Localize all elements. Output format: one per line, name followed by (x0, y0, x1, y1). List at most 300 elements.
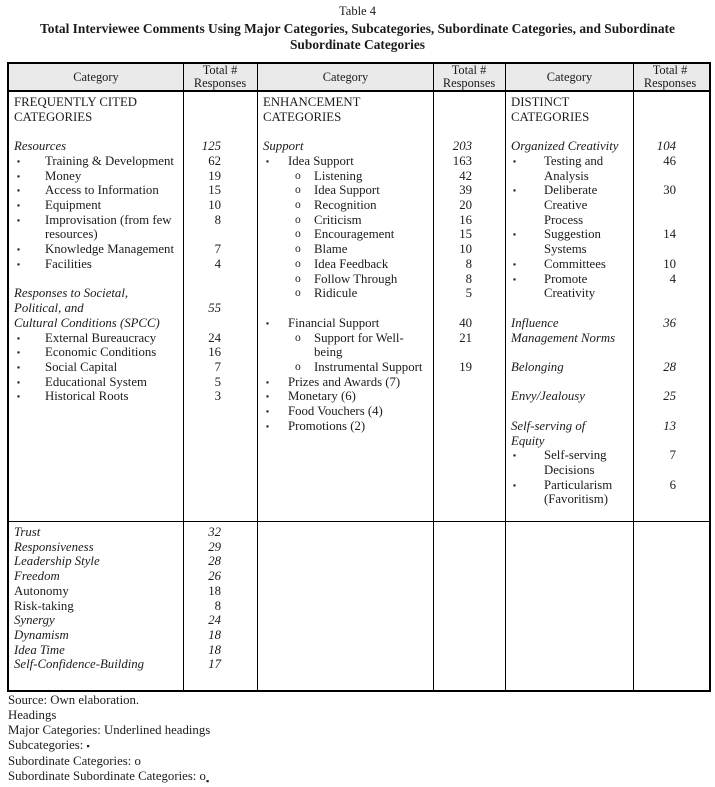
table-row (258, 139, 505, 154)
responses-value: 16 (459, 212, 472, 227)
category-label: Blame (314, 242, 348, 257)
responses-value (633, 345, 707, 360)
header-responses-2 (433, 64, 505, 90)
category-label: Suggestion (544, 227, 601, 242)
spacer-row (9, 124, 257, 139)
table-row (258, 360, 505, 375)
spacer-row (506, 301, 707, 316)
table-row (258, 198, 505, 213)
table-row (9, 301, 257, 316)
category-cell (9, 213, 183, 228)
square-bullet-icon: ▪ (513, 479, 517, 490)
category-label: Support for Well- (314, 330, 404, 345)
title-block (0, 0, 715, 53)
table-row (258, 95, 505, 110)
category-label: Organized Creativity (511, 139, 619, 154)
footnote-text: Headings (8, 708, 57, 722)
responses-value (433, 301, 505, 316)
responses-value: 24 (208, 613, 221, 628)
responses-value: 24 (208, 330, 221, 345)
spacer-row (506, 124, 707, 139)
responses-value: 8 (465, 271, 472, 286)
responses-value (633, 110, 707, 125)
column-divider (183, 64, 184, 90)
responses-value: 13 (663, 418, 676, 433)
category-label: Trust (14, 525, 41, 539)
responses-value: 8 (465, 256, 472, 271)
category-cell (9, 657, 183, 672)
responses-value (633, 95, 707, 110)
category-cell (258, 169, 433, 184)
category-label: Committees (544, 256, 606, 271)
square-bullet-icon: ▪ (17, 155, 21, 166)
table-row (258, 257, 505, 272)
category-label: Cultural Conditions (SPCC) (14, 315, 160, 330)
responses-value (433, 419, 505, 434)
square-bullet-icon: ▪ (17, 185, 21, 196)
category-label: Encouragement (314, 227, 395, 242)
table-row (9, 599, 257, 614)
table-title-line1: Total Interviewee Comments Using Major Categories, Subcategories, Subordinate Categories, and Subordinate (40, 21, 675, 36)
category-cell (506, 154, 633, 169)
column-divider (433, 64, 434, 90)
responses-value: 30 (663, 183, 676, 198)
category-label: Process (544, 212, 584, 227)
table-row (258, 183, 505, 198)
responses-value (183, 124, 257, 139)
category-cell (506, 242, 633, 257)
table-number: Table 4 (339, 4, 376, 18)
responses-value: 29 (208, 539, 221, 554)
table-row (506, 360, 707, 375)
category-label: resources) (45, 227, 98, 242)
category-cell (506, 345, 633, 360)
responses-value (183, 95, 257, 110)
table-row (9, 286, 257, 301)
footnotes (8, 693, 210, 787)
responses-value: 10 (663, 256, 676, 271)
responses-value (633, 463, 707, 478)
table-row (506, 389, 707, 404)
responses-value: 5 (214, 374, 221, 389)
square-bullet-icon: ▪ (86, 741, 90, 751)
responses-value: 7 (214, 359, 221, 374)
responses-value: 21 (459, 330, 472, 345)
square-bullet-icon: ▪ (513, 273, 517, 284)
header-panel-2 (257, 64, 505, 90)
category-cell (258, 272, 433, 287)
responses-value: 17 (208, 657, 221, 672)
category-cell (258, 404, 433, 419)
table-row (506, 183, 707, 198)
table-row (258, 154, 505, 169)
category-cell (258, 389, 433, 404)
category-cell (9, 169, 183, 184)
column-divider (633, 64, 634, 90)
category-cell (506, 301, 633, 316)
responses-value: 46 (663, 153, 676, 168)
responses-value (433, 124, 505, 139)
circle-bullet-icon: o (295, 169, 301, 182)
table-row (258, 213, 505, 228)
header-responses-3 (633, 64, 707, 90)
square-bullet-icon: ▪ (266, 155, 270, 166)
circle-bullet-icon: o (295, 272, 301, 285)
table-row (9, 227, 257, 242)
category-label: (Favoritism) (544, 492, 608, 507)
category-label: Recognition (314, 198, 377, 213)
table-row (9, 540, 257, 555)
responses-value: 40 (459, 315, 472, 330)
table-row (9, 154, 257, 169)
header-category-label: Category (546, 69, 593, 84)
responses-value: 125 (201, 139, 221, 154)
header-category-2 (258, 64, 433, 90)
category-label: Testing and (544, 153, 604, 168)
table-row (9, 554, 257, 569)
header-category-label: Category (73, 69, 119, 84)
footnote-text: Source: Own elaboration. (8, 693, 140, 707)
category-cell (258, 257, 433, 272)
table-row (506, 448, 707, 463)
category-label: Ridicule (314, 286, 358, 301)
spacer-row (506, 375, 707, 390)
footnote-line (8, 738, 210, 754)
category-cell (506, 463, 633, 478)
responses-value: 16 (208, 345, 221, 360)
table-row (506, 154, 707, 169)
category-cell (9, 242, 183, 257)
table-title (0, 21, 715, 53)
category-label: Instrumental Support (314, 359, 423, 374)
column-divider (633, 92, 634, 521)
category-cell (258, 345, 433, 360)
category-label: Self-Confidence-Building (14, 657, 145, 672)
column-divider (633, 522, 634, 690)
table-row (258, 331, 505, 346)
square-bullet-icon: ▪ (266, 317, 270, 328)
category-label: Money (45, 168, 82, 183)
responses-value (633, 331, 707, 346)
category-cell (9, 360, 183, 375)
category-label: Creative (544, 198, 588, 213)
category-cell (506, 183, 633, 198)
category-cell (258, 227, 433, 242)
spacer-row (258, 301, 505, 316)
responses-value: 4 (669, 271, 676, 286)
table-row (506, 242, 707, 257)
responses-value (183, 272, 257, 287)
category-cell (506, 375, 633, 390)
category-label: CATEGORIES (263, 109, 342, 124)
category-cell (9, 584, 183, 599)
circle-bullet-icon: o (295, 287, 301, 300)
category-label: Responsiveness (14, 539, 94, 554)
responses-value: 62 (208, 153, 221, 168)
responses-value: 8 (214, 212, 221, 227)
category-cell (506, 169, 633, 184)
category-label: Creativity (544, 286, 596, 301)
square-bullet-icon: ▪ (513, 229, 517, 240)
category-cell (506, 448, 633, 463)
responses-value: 8 (214, 598, 221, 613)
square-bullet-icon: ▪ (513, 258, 517, 269)
category-cell (258, 213, 433, 228)
category-label: Support (263, 139, 304, 154)
category-label: Responses to Societal, (14, 286, 129, 301)
table-row (9, 657, 257, 672)
responses-value (433, 389, 505, 404)
responses-value (183, 110, 257, 125)
category-cell (9, 540, 183, 555)
category-label: Idea Time (14, 642, 65, 657)
category-cell (506, 331, 633, 346)
square-bullet-icon: ▪ (266, 376, 270, 387)
table-row (258, 404, 505, 419)
category-cell (506, 434, 633, 449)
table-row (506, 95, 707, 110)
column-divider (183, 92, 184, 521)
square-bullet-icon: ▪ (17, 214, 21, 225)
square-bullet-icon: ▪ (266, 406, 270, 417)
category-cell (258, 375, 433, 390)
responses-value: 20 (459, 198, 472, 213)
square-bullet-icon: ▪ (17, 244, 21, 255)
responses-value (433, 375, 505, 390)
table-row (9, 316, 257, 331)
circle-bullet-icon: o (295, 243, 301, 256)
table-row (258, 389, 505, 404)
category-label: Idea Feedback (314, 256, 389, 271)
table-row (9, 169, 257, 184)
responses-value: 14 (663, 227, 676, 242)
responses-value: 32 (208, 525, 221, 539)
responses-value (183, 316, 257, 331)
square-bullet-icon: ▪ (17, 170, 21, 181)
category-cell (506, 124, 633, 139)
category-label: Social Capital (45, 359, 118, 374)
table-row (506, 139, 707, 154)
square-bullet-icon: ▪ (513, 155, 517, 166)
table-row (9, 139, 257, 154)
responses-value (633, 434, 707, 449)
responses-value: 28 (663, 359, 676, 374)
category-label: being (314, 345, 343, 360)
category-label: Listening (314, 168, 363, 183)
category-label: Economic Conditions (45, 345, 157, 360)
footnote-line (8, 769, 210, 787)
category-label: Synergy (14, 613, 55, 628)
footnote-text: Subordinate Categories: o (8, 754, 141, 768)
category-cell (258, 139, 433, 154)
table-row (9, 643, 257, 658)
category-cell (258, 110, 433, 125)
category-cell (506, 139, 633, 154)
table-row (506, 110, 707, 125)
category-label: Monetary (6) (288, 389, 356, 404)
header-category-3 (506, 64, 633, 90)
table-row (9, 198, 257, 213)
circle-bullet-icon: o (295, 331, 301, 344)
category-cell (258, 301, 433, 316)
category-cell (9, 124, 183, 139)
square-bullet-icon: ▪ (266, 420, 270, 431)
table-row (9, 360, 257, 375)
category-cell (9, 286, 183, 301)
footnote-line (8, 754, 210, 769)
table-row (506, 434, 707, 449)
panel-additional-categories (9, 522, 257, 690)
category-cell (506, 419, 633, 434)
panel-bottom-middle-empty (257, 522, 505, 690)
category-label: Self-serving (544, 448, 607, 463)
responses-value (633, 375, 707, 390)
table-row (9, 183, 257, 198)
table-header-row (9, 64, 709, 92)
responses-value: 6 (669, 477, 676, 492)
responses-value (433, 110, 505, 125)
category-cell (258, 286, 433, 301)
table-row (258, 169, 505, 184)
responses-value (633, 301, 707, 316)
table-row (258, 110, 505, 125)
square-bullet-icon: ▪ (17, 332, 21, 343)
category-label: Historical Roots (45, 389, 129, 404)
responses-value: 10 (459, 242, 472, 257)
table-row (258, 227, 505, 242)
body-top-section (9, 92, 709, 521)
footnote-line (8, 723, 210, 738)
table-row (506, 316, 707, 331)
category-cell (9, 345, 183, 360)
comments-table (7, 62, 711, 692)
category-cell (506, 110, 633, 125)
responses-value: 18 (208, 642, 221, 657)
category-cell (258, 242, 433, 257)
category-cell (9, 139, 183, 154)
header-category-label: Category (322, 69, 369, 84)
category-label: Dynamism (14, 628, 69, 643)
header-category-1 (9, 64, 183, 90)
category-label: Follow Through (314, 271, 398, 286)
category-cell (9, 331, 183, 346)
responses-value: 19 (208, 168, 221, 183)
responses-value: 10 (208, 198, 221, 213)
category-cell (9, 628, 183, 643)
table-row (506, 169, 707, 184)
responses-value: 39 (459, 183, 472, 198)
category-cell (9, 525, 183, 540)
responses-value (183, 227, 257, 242)
footnote-line (8, 708, 210, 723)
square-bullet-icon: ▪ (513, 185, 517, 196)
spacer-row (258, 124, 505, 139)
responses-value: 4 (214, 256, 221, 271)
responses-value: 19 (459, 359, 472, 374)
panel-enhancement-categories (257, 92, 505, 521)
table-row (9, 95, 257, 110)
responses-value (433, 345, 505, 360)
table-row (258, 375, 505, 390)
table-title-line2: Subordinate Categories (289, 37, 426, 52)
category-label: DISTINCT (511, 95, 570, 109)
category-label: Decisions (544, 462, 595, 477)
circle-bullet-icon: o (295, 199, 301, 212)
square-bullet-icon: ▪ (17, 361, 21, 372)
responses-value (633, 404, 707, 419)
responses-value (183, 286, 257, 301)
category-label: Analysis (544, 168, 589, 183)
responses-value: 203 (452, 139, 472, 154)
category-cell (9, 95, 183, 110)
category-cell (258, 154, 433, 169)
category-label: Equipment (45, 198, 102, 213)
category-label: Knowledge Management (45, 242, 174, 257)
category-cell (506, 95, 633, 110)
circle-bullet-icon: o (295, 257, 301, 270)
category-cell (506, 257, 633, 272)
square-bullet-icon: ▪ (17, 200, 21, 211)
column-divider (433, 522, 434, 690)
table-row (9, 584, 257, 599)
table-row (506, 463, 707, 478)
table-row (506, 331, 707, 346)
table-row (258, 286, 505, 301)
category-cell (506, 316, 633, 331)
circle-bullet-icon: o (295, 184, 301, 197)
category-label: Systems (544, 242, 587, 257)
responses-value: 15 (208, 183, 221, 198)
column-divider (433, 92, 434, 521)
spacer-row (9, 272, 257, 287)
spacer-row (506, 345, 707, 360)
panel-frequently-cited-categories (9, 92, 257, 521)
category-cell (9, 110, 183, 125)
panel-bottom-right-empty (505, 522, 707, 690)
table-row (506, 257, 707, 272)
table-row (506, 419, 707, 434)
category-cell (506, 404, 633, 419)
category-cell (9, 554, 183, 569)
category-cell (258, 419, 433, 434)
responses-value: 36 (663, 315, 676, 330)
header-responses-label: Total # Responses (193, 63, 247, 90)
category-label: Deliberate (544, 183, 598, 198)
table-row (9, 257, 257, 272)
header-panel-3 (505, 64, 707, 90)
responses-value (633, 198, 707, 213)
category-cell (506, 360, 633, 375)
square-bullet-icon: ▪ (513, 450, 517, 461)
square-bullet-icon: ▪ (205, 776, 210, 786)
responses-value: 28 (208, 554, 221, 569)
responses-value: 15 (459, 227, 472, 242)
category-label: Equity (511, 433, 545, 448)
table-row (9, 242, 257, 257)
responses-value (633, 169, 707, 184)
table-row (506, 198, 707, 213)
category-label: CATEGORIES (511, 109, 590, 124)
category-label: External Bureaucracy (45, 330, 157, 345)
responses-value: 3 (214, 389, 221, 404)
category-cell (258, 124, 433, 139)
responses-value (633, 124, 707, 139)
category-cell (9, 613, 183, 628)
category-cell (258, 198, 433, 213)
category-label: Envy/Jealousy (511, 389, 585, 404)
table-row (9, 213, 257, 228)
square-bullet-icon: ▪ (17, 258, 21, 269)
